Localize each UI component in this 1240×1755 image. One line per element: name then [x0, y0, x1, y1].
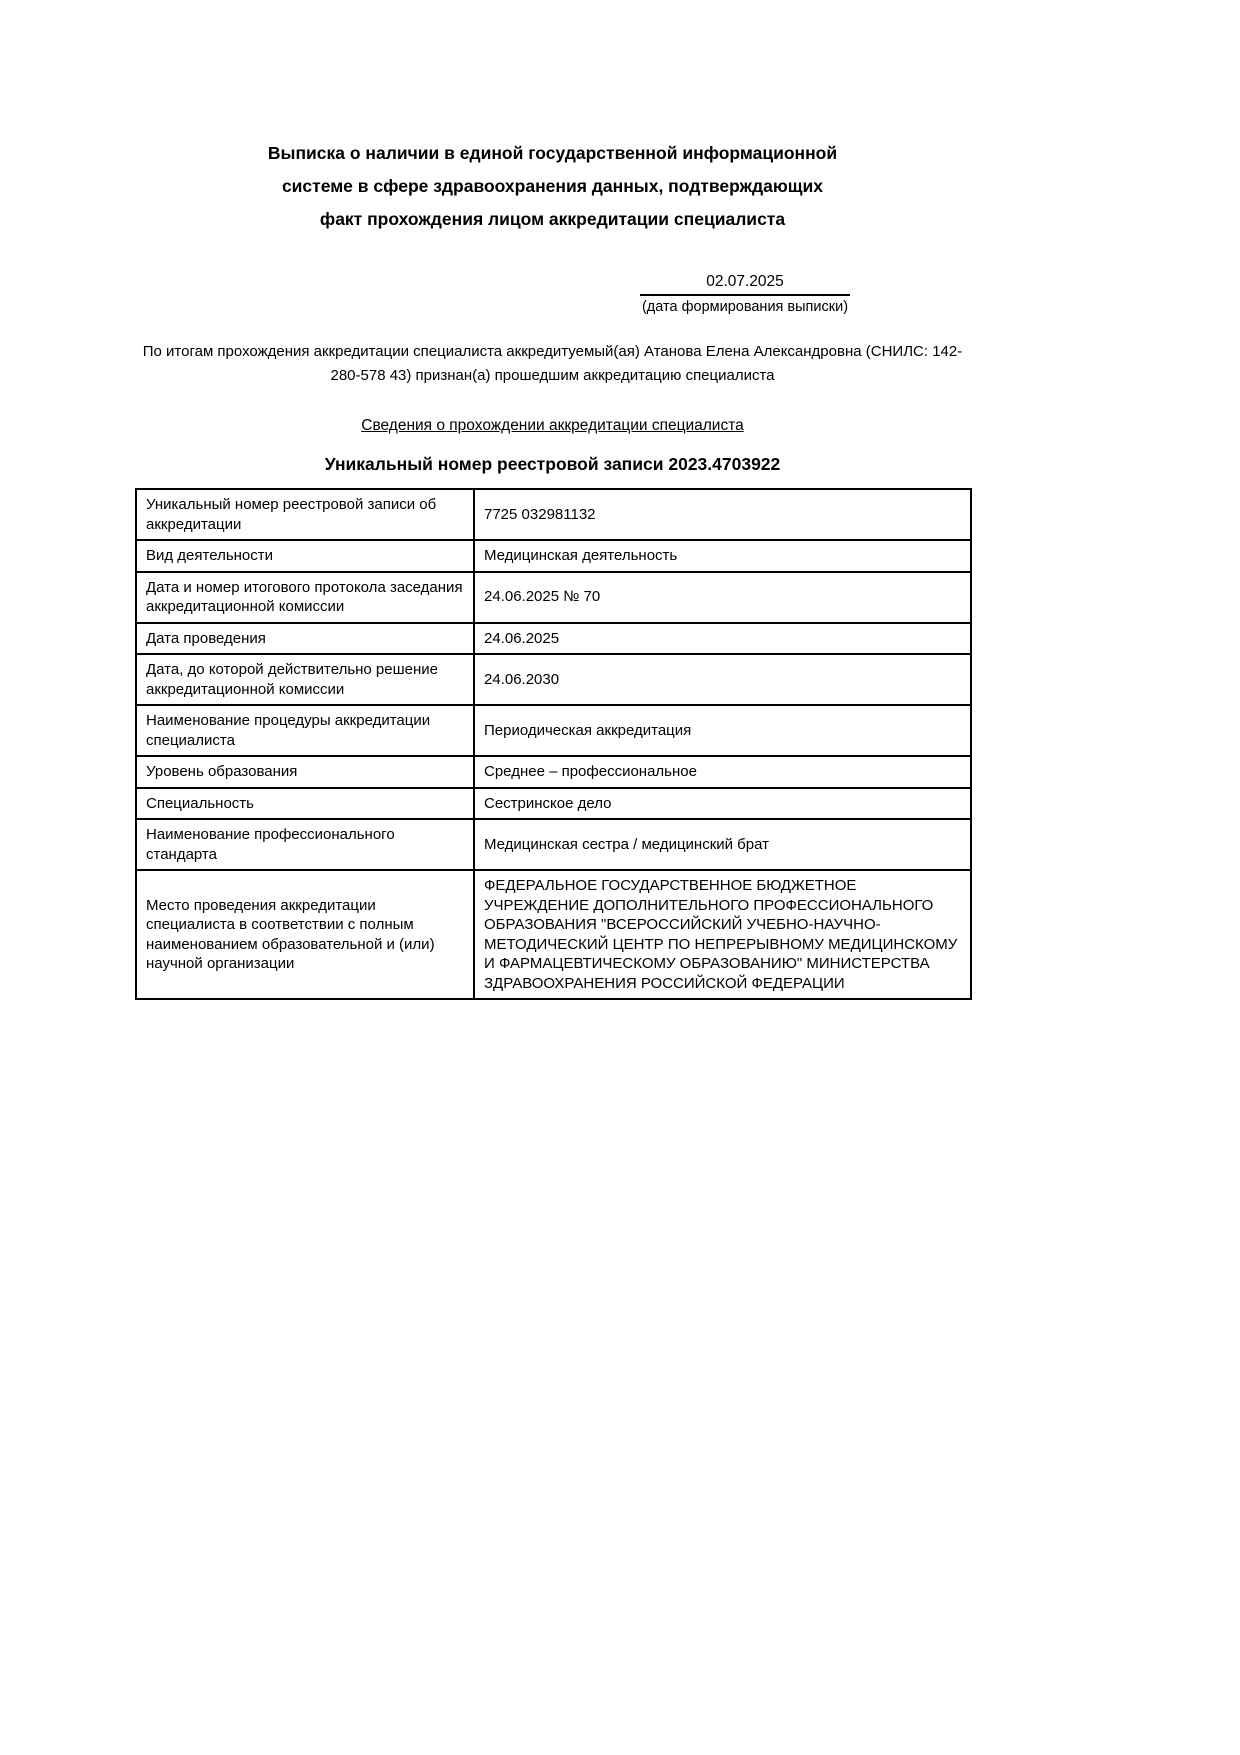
table-row	[136, 572, 971, 623]
row-value: 24.06.2030	[474, 654, 971, 705]
row-value: Среднее – профессиональное	[474, 756, 971, 788]
row-label: Вид деятельности	[136, 540, 474, 572]
row-value: 24.06.2025 № 70	[474, 572, 971, 623]
issue-date-caption: (дата формирования выписки)	[641, 299, 849, 315]
intro-paragraph: По итогам прохождения аккредитации специалиста аккредитуемый(ая) Атанова Елена Александровна (СНИЛС: 142-280-578 43) признан(а) прошедшим аккредитацию специалиста	[142, 343, 963, 384]
table-row	[136, 623, 971, 655]
row-value: Медицинская деятельность	[474, 540, 971, 572]
table-row	[136, 788, 971, 820]
row-value: 24.06.2025	[474, 623, 971, 655]
issue-date-block	[640, 273, 850, 315]
document-content	[135, 0, 970, 1000]
table-row	[136, 756, 971, 788]
row-label: Наименование профессионального стандарта	[136, 819, 474, 870]
row-label: Наименование процедуры аккредитации специалиста	[136, 705, 474, 756]
row-value: Сестринское дело	[474, 788, 971, 820]
table-row	[136, 705, 971, 756]
table-row	[136, 540, 971, 572]
row-label: Дата и номер итогового протокола заседания аккредитационной комиссии	[136, 572, 474, 623]
row-label: Дата проведения	[136, 623, 474, 655]
document-title: Выписка о наличии в единой государственной информационной системе в сфере здравоохранения данных, подтверждающих факт прохождения лицом аккредитации специалиста	[267, 143, 838, 229]
table-row	[136, 870, 971, 999]
row-value: Периодическая аккредитация	[474, 705, 971, 756]
row-label: Дата, до которой действительно решение аккредитационной комиссии	[136, 654, 474, 705]
registry-number-heading: Уникальный номер реестровой записи 2023.4703922	[324, 454, 781, 474]
table-row	[136, 819, 971, 870]
row-value: 7725 032981132	[474, 489, 971, 540]
accreditation-table	[135, 488, 972, 1000]
row-label: Уровень образования	[136, 756, 474, 788]
section-heading: Сведения о прохождении аккредитации специалиста	[361, 417, 744, 434]
row-value: Медицинская сестра / медицинский брат	[474, 819, 971, 870]
row-value: ФЕДЕРАЛЬНОЕ ГОСУДАРСТВЕННОЕ БЮДЖЕТНОЕ УЧРЕЖДЕНИЕ ДОПОЛНИТЕЛЬНОГО ПРОФЕССИОНАЛЬНОГО ОБРАЗОВАНИЯ "ВСЕРОССИЙСКИЙ УЧЕБНО-НАУЧНО-МЕТОДИЧЕСКИЙ ЦЕНТР ПО НЕПРЕРЫВНОМУ МЕДИЦИНСКОМУ И ФАРМАЦЕВТИЧЕСКОМУ ОБРАЗОВАНИЮ" МИНИСТЕРСТВА ЗДРАВООХРАНЕНИЯ РОССИЙСКОЙ ФЕДЕРАЦИИ	[474, 870, 971, 999]
issue-date: 02.07.2025	[640, 273, 850, 296]
table-row	[136, 654, 971, 705]
row-label: Специальность	[136, 788, 474, 820]
row-label: Уникальный номер реестровой записи об аккредитации	[136, 489, 474, 540]
table-row	[136, 489, 971, 540]
row-label: Место проведения аккредитации специалиста в соответствии с полным наименованием образовательной и (или) научной организации	[136, 870, 474, 999]
